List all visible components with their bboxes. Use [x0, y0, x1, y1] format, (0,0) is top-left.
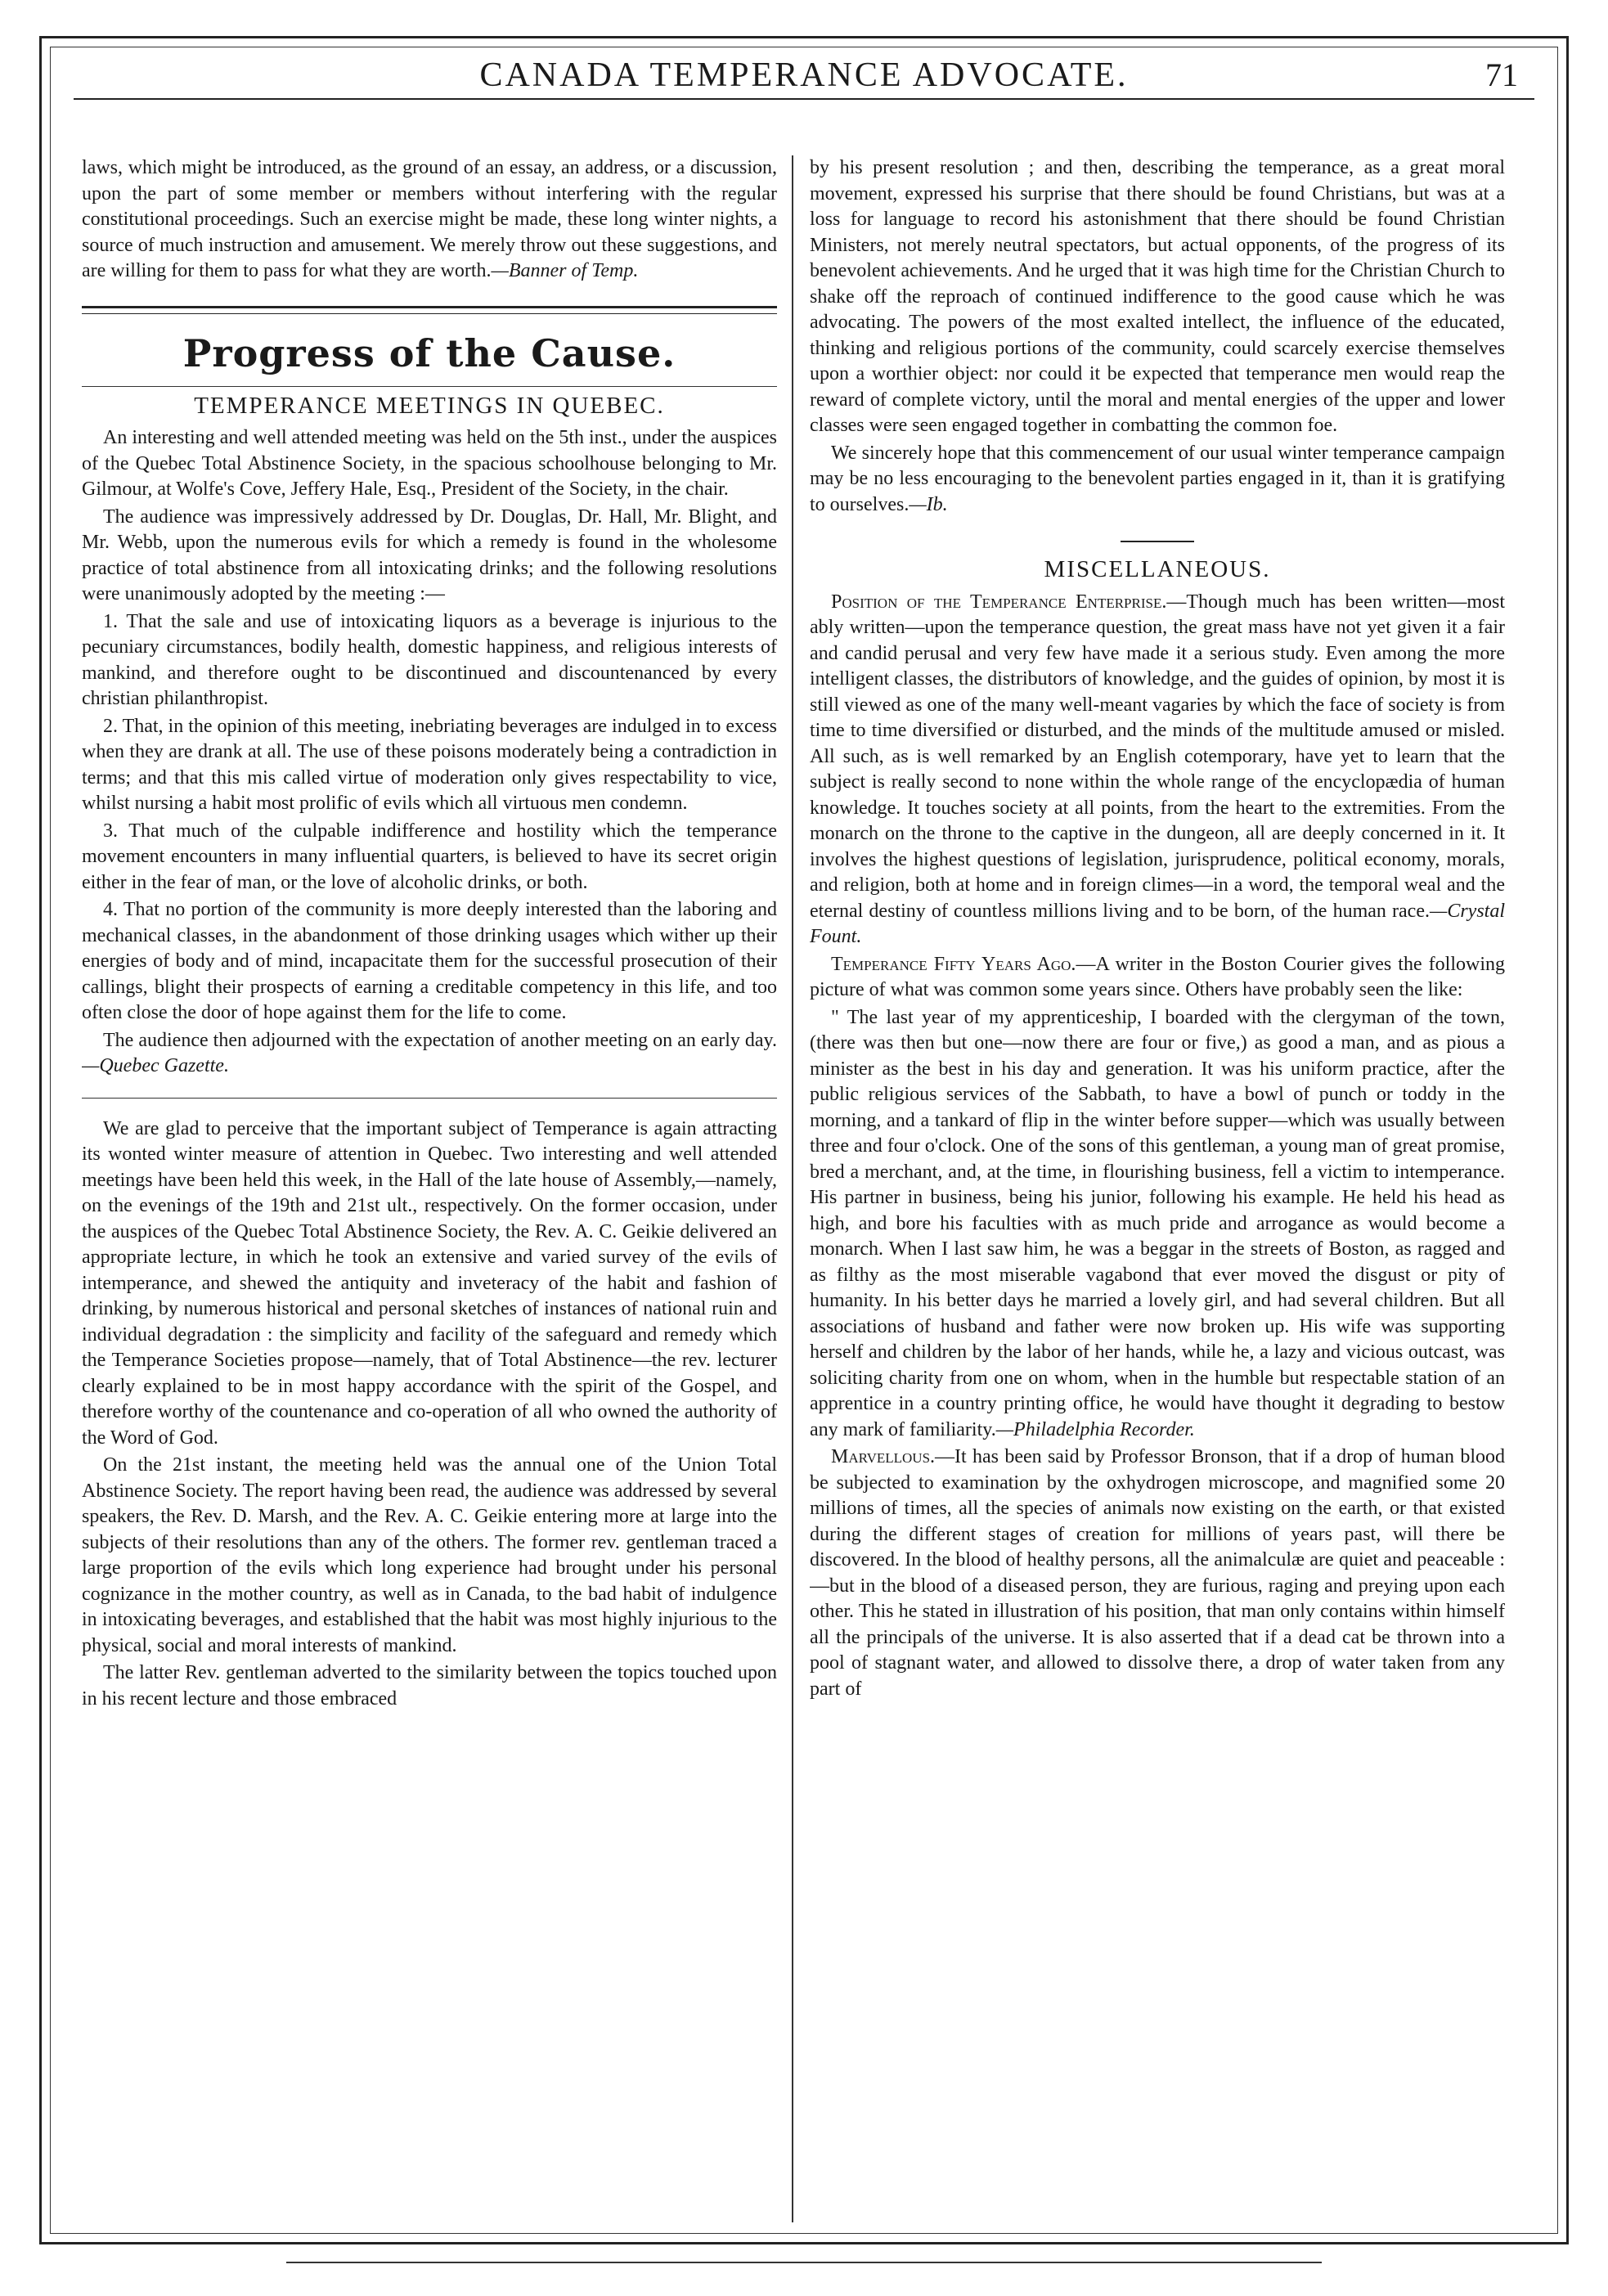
page-header [74, 49, 1534, 100]
text-columns [82, 155, 1526, 2222]
article-divider [82, 1098, 777, 1099]
position-paragraph: Position of the Temperance Enterprise.—Though much has been written—most ably written—upon the temperance question, the great mass have not yet given it a fair and candid perusal and very few have made it a serious study. Even among the more intelligent classes, the distributors of knowledge, and the guides of opinion, by most it is still viewed as one of the many well-meant vagaries by which the face of society is from time to time diversified or disturbed, and the minds of the multitude amused or misled. All such, as is well remarked by an English cotemporary, have yet to learn that the subject is really second to none within the whole range of the encyclopædia of human knowledge. It touches society at all points, from the heart to the extremities. From the monarch on the throne to the captive in the dungeon, all are deeply concerned in it. It involves the highest questions of legislation, jurisprudence, political economy, morals, and religion, both at home and in foreign climes—in a word, the temporal weal and the eternal destiny of countless millions living and to be born, of the human race.—Crystal Fount. [810, 591, 1505, 947]
running-title: CANADA TEMPERANCE ADVOCATE. [479, 56, 1129, 94]
fifty-years-paragraph: Temperance Fifty Years Ago.—A writer in the Boston Courier gives the following picture of what was common some years since. Others have probably seen the like: [810, 953, 1505, 1000]
resolution-4: 4. That no portion of the community is more deeply interested than the laboring and mechanical classes, in the abandonment of those drinking usages which wither up their energies of body and of mind, incapacitate them for the successful prosecution of their callings, blight their prospects of earning a creditable competency in this life, and too often close the door of hope against them for the life to come. [82, 899, 777, 1023]
section-divider [82, 306, 777, 314]
quebec-closing: The audience then adjourned with the expectation of another meeting on an early day.—Quebec Gazette. [82, 1029, 777, 1076]
left-column [82, 155, 777, 2222]
quebec-paragraph-1: An interesting and well attended meeting was held on the 5th inst., under the auspices of the Quebec Total Abstinence Society, in the spacious schoolhouse belonging to Mr. Gilmour, at Wolfe's Cove, Jeffery Hale, Esq., President of the Society, in the chair. [82, 427, 777, 500]
marvellous-lead: Marvellous. [831, 1446, 936, 1467]
quebec-paragraph-2: The audience was impressively addressed by Dr. Douglas, Dr. Hall, Mr. Blight, and Mr. Webb, upon the numerous evils for which a remedy is found in the wholesome practice of total abstinence from all intoxicating drinks; and the following resolutions were unanimously adopted by the meeting :— [82, 505, 777, 604]
glad-paragraph-3: The latter Rev. gentleman adverted to the similarity between the topics touched upon in his recent lecture and those embraced [82, 1662, 777, 1710]
fifty-years-source: —Philadelphia Recorder. [995, 1418, 1195, 1440]
marvellous-paragraph: Marvellous.—It has been said by Professor Bronson, that if a drop of human blood be subjected to examination by the oxhydrogen microscope, and magnified some 20 millions of times, all the species of animals now existing on the earth, or that existed during the different stages of creation for millions of years past, will there be discovered. In the blood of healthy persons, all the animalculæ are quiet and peaceable :—but in the blood of a diseased person, they are furious, raging and preying upon each other. This he stated in illustration of his position, that man only contains within himself all the principals of the universe. It is also asserted that if a dead cat be thrown into a pool of stagnant water, and allowed to dissolve there, a drop of water taken from any part of [810, 1446, 1505, 1700]
hope-source: —Ib. [909, 493, 948, 515]
position-lead: Position of the Temperance Enterprise. [831, 591, 1167, 613]
short-divider [1121, 541, 1194, 542]
position-source: —Crystal Fount. [810, 900, 1505, 947]
resolution-1: 1. That the sale and use of intoxicating liquors as a beverage is injurious to the pecuniary circumstances, bodily health, domestic happiness, and religious interests of mankind, and therefore ought to be discontinued and discountenanced by every christian philanthropist. [82, 610, 777, 709]
section-title: Progress of the Cause. [182, 330, 676, 375]
glad-paragraph-1: We are glad to perceive that the important subject of Temperance is again attracting its wonted winter measure of attention in Quebec. Two interesting and well attended meetings have been held this week, in the Hall of the late house of Assembly,—namely, on the evenings of the 19th and 21st ult., respectively. On the former occasion, under the auspices of the Quebec Total Abstinence Society, the Rev. A. C. Geikie delivered an appropriate lecture, in which he took an extensive and varied survey of the evils of intemperance, and shewed the antiquity and inveteracy of the habit and fashion of drinking, by numerous historical and personal sketches of instances of national ruin and individual degradation : the simplicity and facility of the safeguard and remedy which the Temperance Societies propose—namely, that of Total Abstinence—the rev. lecturer clearly explained to be in most happy accordance with the spirit of the Gospel, and therefore worthy of the countenance and co-operation of all who owned the authority of the Word of God. [82, 1117, 777, 1449]
hope-paragraph: We sincerely hope that this commencement of our usual winter temperance campaign may be no less encouraging to the benevolent parties engaged in it, than it is gratifying to ourselves.—Ib. [810, 442, 1505, 515]
intro-source: —Banner of Temp. [491, 260, 639, 281]
resolution-2: 2. That, in the opinion of this meeting, inebriating beverages are indulged in to excess when they are drank at all. The use of these poisons moderately being a contradiction in terms; and that this mis called virtue of moderation only gives respectability to vice, whilst nursing a habit most prolific of evils which all virtuous men condemn. [82, 715, 777, 814]
bottom-rule [286, 2262, 1322, 2263]
column-rule [792, 155, 793, 2222]
misc-heading: MISCELLANEOUS. [1044, 556, 1271, 582]
continued-paragraph: by his present resolution ; and then, describing the temperance, as a great moral movement, expressed his surprise that there should be found Christians, but was at a loss for language to record his astonishment that there should be found Christian Ministers, not merely neutral spectators, but actual opponents, of the progress of its benevolent achievements. And he urged that it was high time for the Christian Church to shake off the reproach of continued indifference to the good cause which he was advocating. The powers of the most exalted intellect, the influence of the educated, thinking and religious portions of the community, could scarcely exercise themselves upon a worthier object: nor could it be expected that temperance men would reap the reward of complete victory, until the moral and mental energies of the upper and lower classes were seen engaged together in combatting the common foe. [810, 157, 1505, 436]
fifty-years-lead: Temperance Fifty Years Ago. [831, 953, 1076, 975]
resolution-3: 3. That much of the culpable indifference and hostility which the temperance movement encounters in many influential quarters, is believed to have its secret origin either in the fear of man, or the love of alcoholic drinks, or both. [82, 820, 777, 893]
right-column [810, 155, 1505, 2222]
intro-paragraph: laws, which might be introduced, as the ground of an essay, an address, or a discussion, upon the part of some member or members without interfering with the regular constitutional proceedings. Such an exercise might be made, these long winter nights, a source of much instruction and amusement. We merely throw out these suggestions, and are willing for them to pass for what they are worth.—Banner of Temp. [82, 157, 777, 281]
section-underline [82, 386, 777, 387]
quebec-source: —Quebec Gazette. [82, 1055, 229, 1076]
quebec-heading: TEMPERANCE MEETINGS IN QUEBEC. [194, 392, 665, 419]
glad-paragraph-2: On the 21st instant, the meeting held was the annual one of the Union Total Abstinence Society. The report having been read, the audience was addressed by several speakers, the Rev. D. Marsh, and the Rev. A. C. Geikie entering more at large into the subjects of their resolutions than any of the others. The former rev. gentleman traced a large proportion of the evils which long experience had brought under his personal cognizance in the mother country, as well as in Canada, to the bad habit of indulgence in intoxicating beverages, and established that the habit was most highly injurious to the physical, social and moral interests of mankind. [82, 1454, 777, 1656]
fifty-years-quote: " The last year of my apprenticeship, I boarded with the clergyman of the town, (there was then but one—now there are four or five,) as good a man, and as pious a minister as the best in his day and generation. It was his uniform practice, after the public religious services of the Sabbath, to have a bowl of punch or toddy in the morning, and a tankard of flip in the winter before supper—which was usually between three and four o'clock. One of the sons of this gentleman, a young man of great promise, bred a merchant, and, at the time, in flourishing business, fell a victim to intemperance. His partner in business, being his junior, following his example. He held his head as high, and bore his faculties with as much pride and arrogance as would become a monarch. When I last saw him, he was a beggar in the streets of Boston, as ragged and as filthy as the most miserable vagabond that ever moved the disgust or pity of humanity. In his better days he married a lovely girl, and had several children. But all associations of husband and father were now broken up. His wife was supporting herself and children by the labor of her hands, while he, a lazy and vicious outcast, was soliciting charity from one on whom, when in the humble but respectable station of an apprentice in a country printing office, he would have thought it degrading to bestow any mark of familiarity.—Philadelphia Recorder. [810, 1006, 1505, 1440]
page-number: 71 [1485, 56, 1518, 93]
